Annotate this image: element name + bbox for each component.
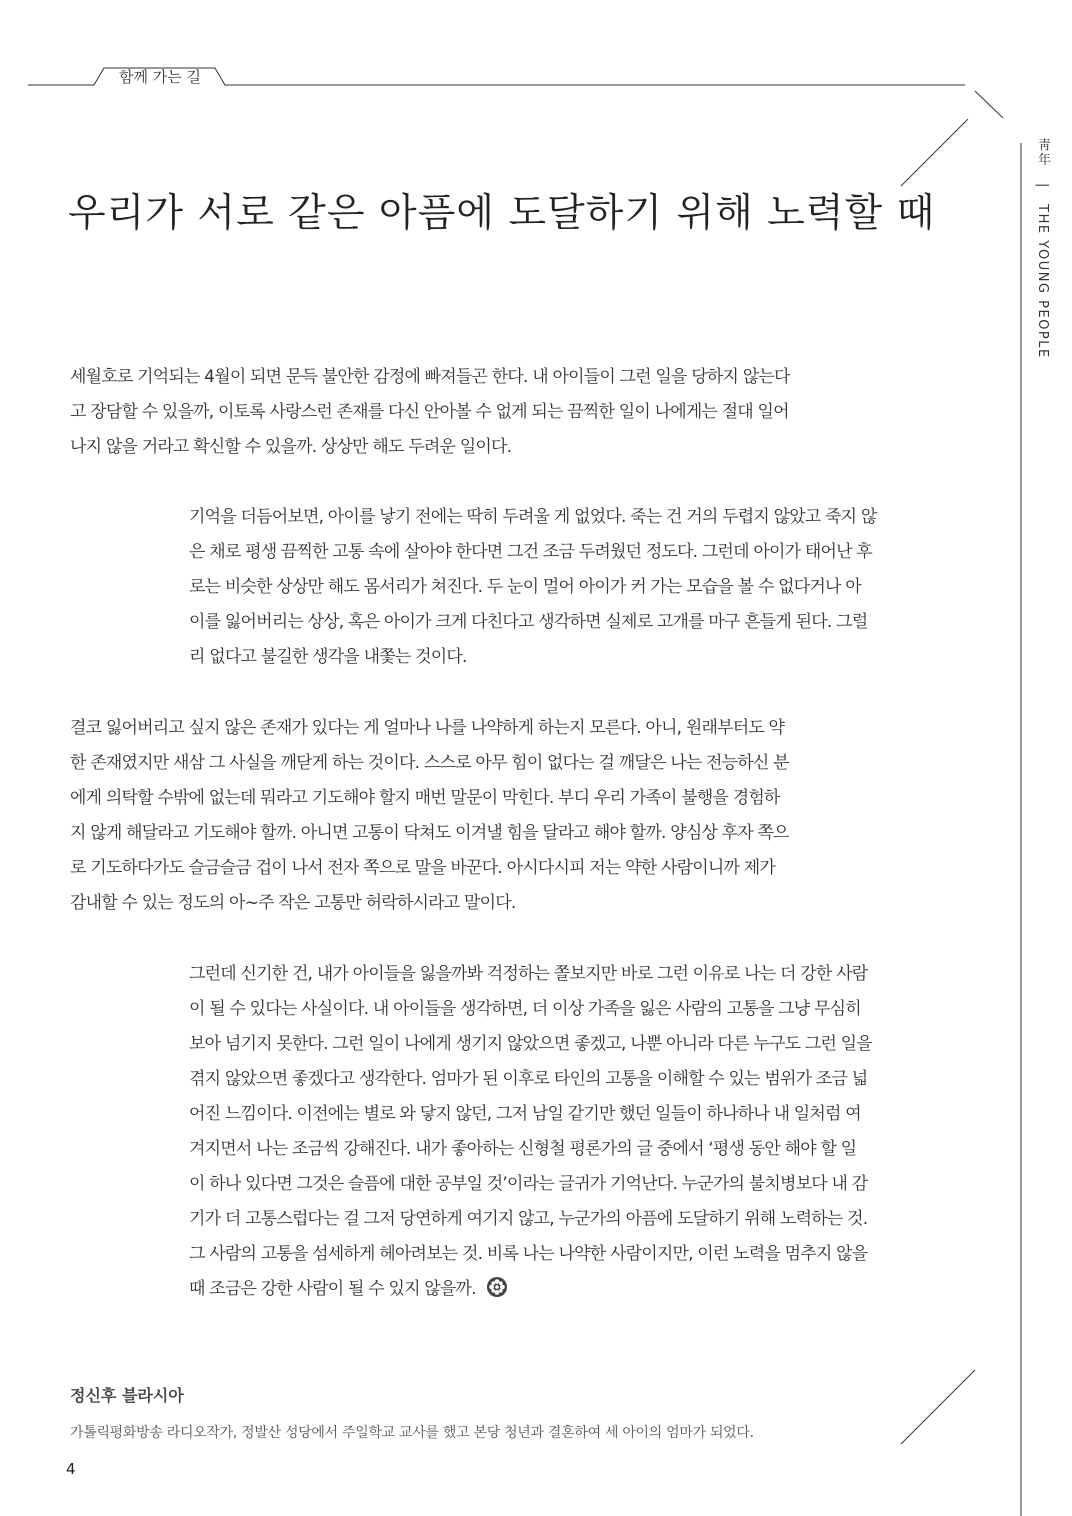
paragraph-line: 이를 잃어버리는 상상, 혹은 아이가 크게 다친다고 생각하면 실제로 고개를 마구 흔들게 된다. 그럴 (189, 612, 868, 632)
paragraph-line: 이 하나 있다면 그것은 슬픔에 대한 공부일 것’이라는 글귀가 기억난다. 누군가의 불치병보다 내 감 (189, 1174, 868, 1194)
paragraph-line: 어진 느낌이다. 이전에는 별로 와 닿지 않던, 그저 남일 같기만 했던 일들이 하나하나 내 일처럼 여 (189, 1104, 861, 1124)
side-label-main: THE YOUNG PEOPLE (1035, 204, 1050, 359)
paragraph-line: 세월호로 기억되는 4월이 되면 문득 불안한 감정에 빠져들곤 한다. 내 아이들이 그런 일을 당하지 않는다 (70, 367, 790, 387)
magazine-side-label (1033, 138, 1052, 359)
paragraph-line: 그 사람의 고통을 섬세하게 헤아려보는 것. 비록 나는 나약한 사람이지만, 이런 노력을 멈추지 않을 (189, 1244, 868, 1264)
paragraph-line: 감내할 수 있는 정도의 아~주 작은 고통만 허락하시라고 말이다. (70, 893, 516, 913)
paragraph-line: 고 장담할 수 있을까, 이토록 사랑스런 존재를 다신 안아볼 수 없게 되는 끔찍한 일이 나에게는 절대 일어 (70, 402, 789, 422)
paragraph-line: 에게 의탁할 수밖에 없는데 뭐라고 기도해야 할지 매번 말문이 막힌다. 부디 우리 가족이 불행을 경험하 (70, 788, 780, 808)
author-name: 정신후 블라시아 (70, 1386, 184, 1405)
paragraph-line: 겨지면서 나는 조금씩 강해진다. 내가 좋아하는 신형철 평론가의 글 중에서 ‘평생 동안 해야 할 일 (189, 1139, 857, 1159)
paragraph-line: 리 없다고 불길한 생각을 내쫓는 것이다. (189, 647, 467, 667)
paragraph-1 (70, 360, 790, 465)
side-label-separator: | (1035, 182, 1050, 189)
paragraph-line: 기억을 더듬어보면, 아이를 낳기 전에는 딱히 두려울 게 없었다. 죽는 건 거의 두렵지 않았고 죽지 않 (189, 507, 877, 527)
paragraph-line: 은 채로 평생 끔찍한 고통 속에 살아야 한다면 그건 조금 두려웠던 정도다. 그런데 아이가 태어난 후 (189, 542, 872, 562)
paragraph-line-text: 때 조금은 강한 사람이 될 수 있지 않을까. (189, 1279, 476, 1299)
paragraph-line: 이 될 수 있다는 사실이다. 내 아이들을 생각하면, 더 이상 가족을 잃은 사람의 고통을 그냥 무심히 (189, 999, 861, 1019)
paragraph-3 (70, 711, 789, 921)
paragraph-4 (189, 957, 872, 1307)
side-label-prefix: 靑年 (1035, 138, 1050, 167)
paragraph-line: 그런데 신기한 건, 내가 아이들을 잃을까봐 걱정하는 쫄보지만 바로 그런 이유로 나는 더 강한 사람 (189, 964, 868, 984)
paragraph-line: 기가 더 고통스럽다는 걸 그저 당연하게 여기지 않고, 누군가의 아픔에 도달하기 위해 노력하는 것. (189, 1209, 868, 1229)
paragraph-line-last (189, 1272, 872, 1307)
paragraph-line: 보아 넘기지 못한다. 그런 일이 나에게 생기지 않았으면 좋겠고, 나뿐 아니라 다른 누구도 그런 일을 (189, 1034, 872, 1054)
paragraph-line: 나지 않을 거라고 확신할 수 있을까. 상상만 해도 두려운 일이다. (70, 437, 512, 457)
author-bio: 가톨릭평화방송 라디오작가, 정발산 성당에서 주일학교 교사를 했고 본당 청년과 결혼하여 세 아이의 엄마가 되었다. (70, 1425, 754, 1441)
paragraph-line: 로 기도하다가도 슬금슬금 겁이 나서 전자 쪽으로 말을 바꾼다. 아시다시피 저는 약한 사람이니까 제가 (70, 858, 775, 878)
paragraph-line: 로는 비슷한 상상만 해도 몸서리가 쳐진다. 두 눈이 멀어 아이가 커 가는 모습을 볼 수 없다거나 아 (189, 577, 861, 597)
paragraph-2 (189, 500, 877, 675)
page-number: 4 (66, 1460, 76, 1478)
paragraph-line: 지 않게 해달라고 기도해야 할까. 아니면 고통이 닥쳐도 이겨낼 힘을 달라고 해야 할까. 양심상 후자 쪽으 (70, 823, 789, 843)
paragraph-line: 결코 잃어버리고 싶지 않은 존재가 있다는 게 얼마나 나를 나약하게 하는지 모른다. 아니, 원래부터도 약 (70, 718, 785, 738)
paragraph-line: 겪지 않았으면 좋겠다고 생각한다. 엄마가 된 이후로 타인의 고통을 이해할 수 있는 범위가 조금 넓 (189, 1069, 868, 1089)
section-label: 함께 가는 길 (119, 68, 201, 86)
article-title: 우리가 서로 같은 아픔에 도달하기 위해 노력할 때 (68, 191, 936, 236)
paragraph-line: 한 존재였지만 새삼 그 사실을 깨닫게 하는 것이다. 스스로 아무 힘이 없다는 걸 깨달은 나는 전능하신 분 (70, 753, 789, 773)
end-mark-icon (486, 1276, 508, 1298)
